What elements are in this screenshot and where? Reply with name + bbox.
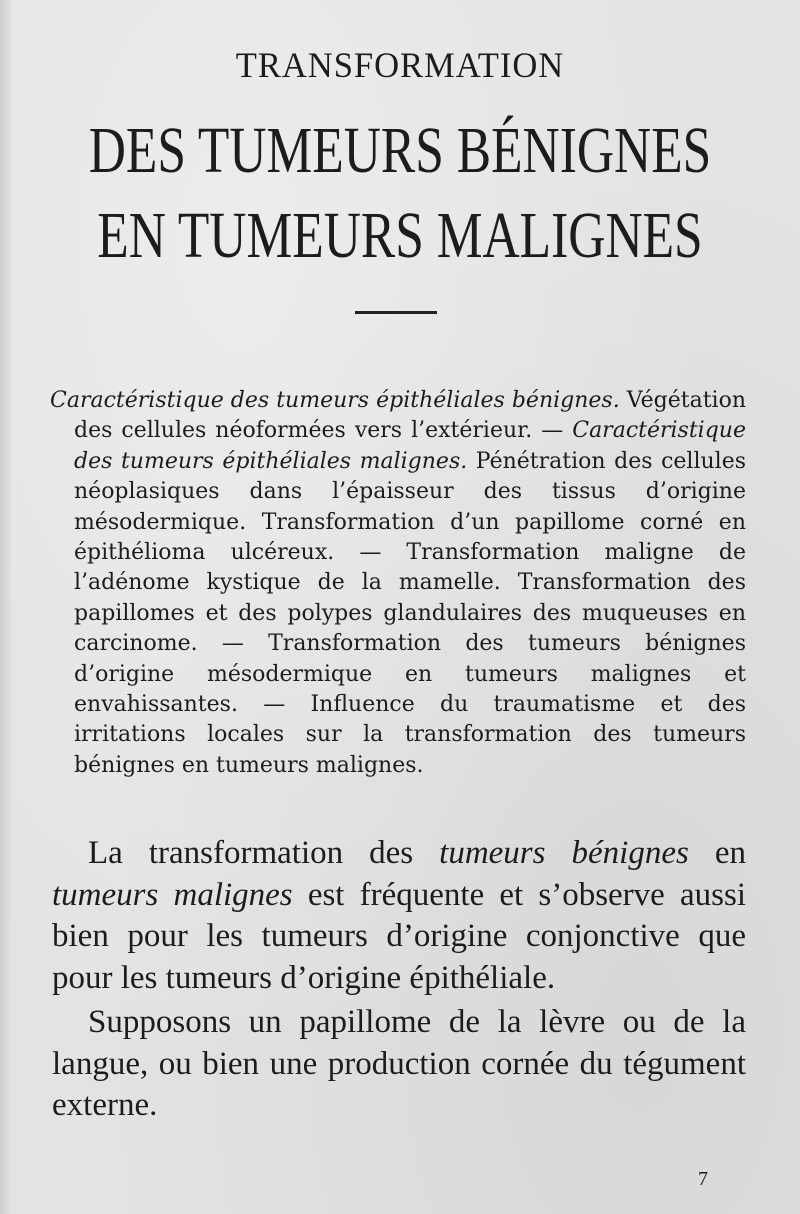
chapter-supertitle: TRANSFORMATION (235, 45, 565, 85)
paragraph-1-segment-3: tumeurs malignes (52, 876, 293, 913)
chapter-title-line-2: EN TUMEURS MALIGNES (97, 199, 703, 272)
body-text (52, 833, 746, 1127)
summary-segment-3: Pénétration des cellules néoplasiques dans l’épaisseur des tissus d’origine mésodermique. Transformation d’un papillome corné en épithélioma ulcéreux. — Transformation maligne de l’adénome kystique de la mamelle. Transformation des papillomes et des polypes glandulaires des muqueuses en carcinome. — Transformation des tumeurs bénignes d’origine mésodermique en tumeurs malignes et envahissantes. — Influence du traumatisme et des irritations locales sur la transformation des tumeurs bénignes en tumeurs malignes. (74, 448, 747, 778)
paragraph-1-segment-4: est fréquente et s’observe aussi bien pour les tumeurs d’origine conjonctive que pour les tumeurs d’origine épithéliale. (52, 876, 746, 996)
title-divider-rule (355, 311, 437, 314)
paragraph-1 (52, 833, 746, 999)
paragraph-1-segment-2: en (688, 835, 747, 871)
paragraph-1-segment-0: La transformation des (88, 835, 440, 871)
summary-segment-0: Caractéristique des tumeurs épithéliales bénignes. (50, 388, 620, 413)
page-number: 7 (698, 1168, 708, 1190)
paragraph-2 (52, 1002, 746, 1127)
chapter-summary (50, 386, 747, 781)
chapter-title-line-1: DES TUMEURS BÉNIGNES (88, 114, 712, 187)
page-edge-shadow (0, 0, 12, 1214)
paragraph-1-segment-1: tumeurs bénignes (439, 835, 689, 871)
summary-segment-1: Végétation des cellules néoformées vers l’extérieur. — (74, 388, 746, 444)
summary-segment-2: Caractéristique des tumeurs épithéliales malignes. (74, 418, 746, 474)
paragraph-2-segment-0: Supposons un papillome de la lèvre ou de la langue, ou bien une production cornée du tégument externe. (52, 1004, 746, 1123)
